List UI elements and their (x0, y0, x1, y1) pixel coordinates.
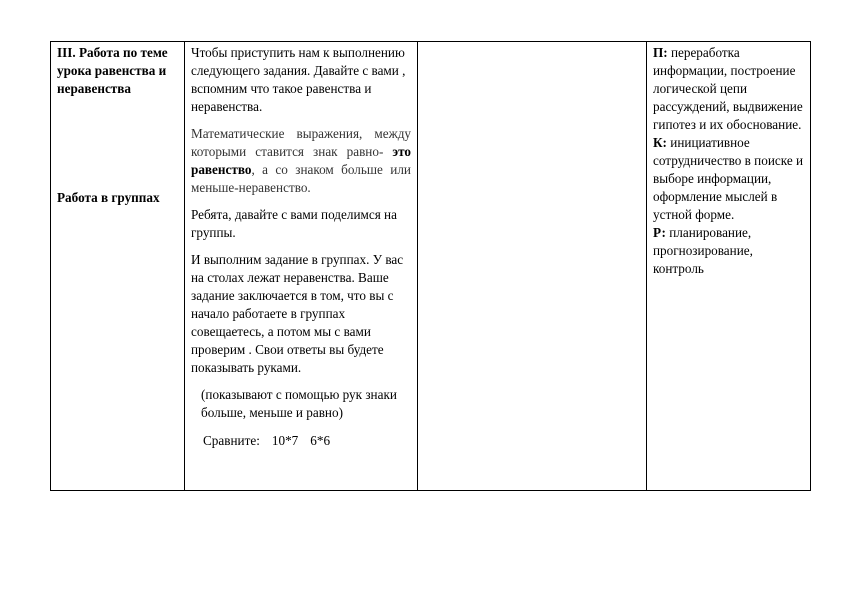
math-text-bold: это равенство (191, 144, 411, 177)
math-text-before: Математические выражения, между которыми ставится знак равно- (191, 126, 411, 159)
stage-cell (51, 42, 185, 491)
teacher-activity-cell (185, 42, 418, 491)
uud-cognitive-text: переработка информации, построение логической цепи рассуждений, выдвижение гипотез и их обоснование. (653, 45, 803, 132)
uud-communicative (653, 134, 804, 224)
uud-regulatory-text: планирование, прогнозирование, контроль (653, 225, 753, 276)
uud-regulatory-label: Р: (653, 225, 666, 240)
uud-regulatory (653, 224, 804, 278)
student-activity-cell (418, 42, 647, 491)
task-paragraph: И выполним задание в группах. У вас на столах лежат неравенства. Ваше задание заключается в том, что вы с начало работаете в группах совещаетесь, а потом мы с вами проверим . Свои ответы вы будете показывать руками. (191, 252, 404, 375)
intro-paragraph: Чтобы приступить нам к выполнению следующего задания. Давайте с вами , вспомним что такое равенства и неравенства. (191, 45, 406, 114)
group-work-title: Работа в группах (57, 190, 160, 205)
compare-expression-b: 6*6 (310, 433, 331, 448)
groups-paragraph: Ребята, давайте с вами поделимся на группы. (191, 207, 397, 240)
lesson-plan-table (50, 41, 811, 491)
stage-title: III. Работа по теме урока равенства и неравенства (57, 45, 168, 96)
uud-cognitive (653, 44, 804, 134)
table-row (51, 42, 811, 491)
math-text-after: , а со знаком больше или меньше-неравенство. (191, 162, 411, 195)
uud-communicative-label: К: (653, 135, 667, 150)
compare-line (191, 432, 411, 450)
math-expression-paragraph (191, 125, 411, 197)
learning-outcomes-cell (647, 42, 811, 491)
compare-label: Сравните: (203, 433, 260, 448)
uud-cognitive-label: П: (653, 45, 668, 60)
show-paragraph: (показывают с помощью рук знаки больше, меньше и равно) (201, 387, 397, 420)
uud-communicative-text: инициативное сотрудничество в поиске и выборе информации, оформление мыслей в устной форме. (653, 135, 804, 222)
compare-expression-a: 10*7 (271, 433, 299, 448)
